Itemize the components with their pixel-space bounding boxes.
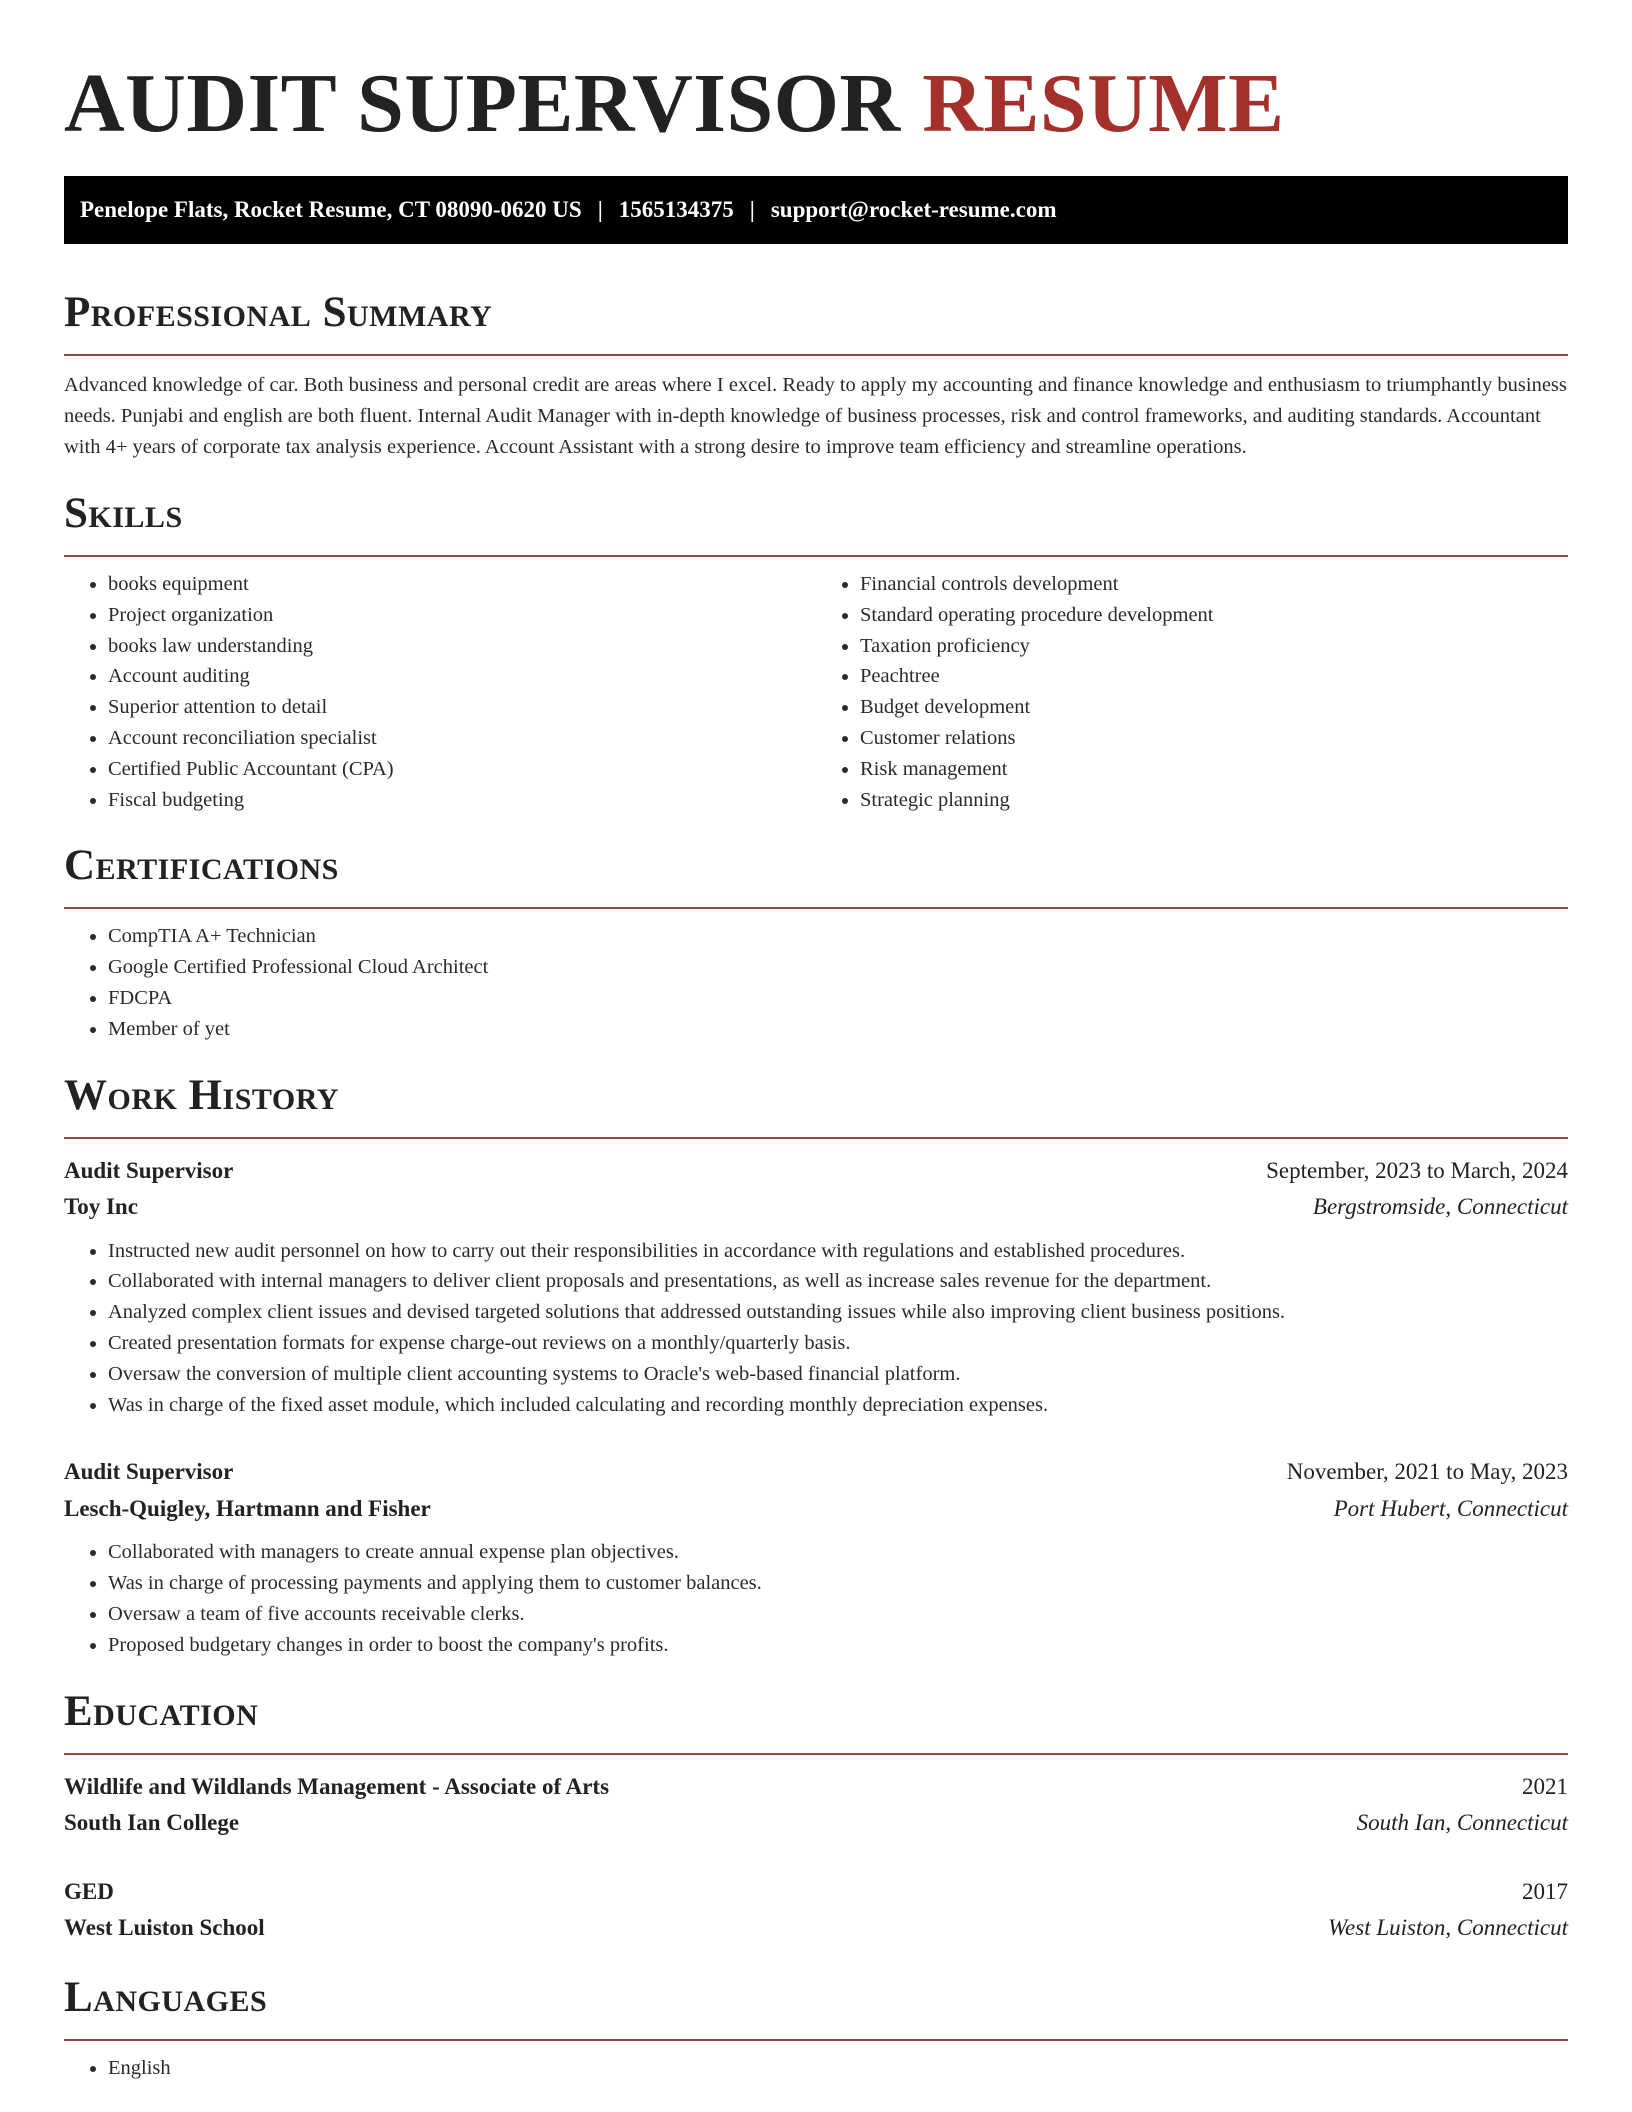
education-entry bbox=[64, 1874, 1568, 1947]
summary-heading: Professional Summary bbox=[64, 288, 1568, 356]
job-bullet: • Oversaw a team of five accounts receivable clerks. bbox=[108, 1599, 1568, 1630]
job-title-row bbox=[64, 1153, 1568, 1190]
job-company-row bbox=[64, 1189, 1568, 1226]
job-location: Bergstromside, Connecticut bbox=[1312, 1194, 1568, 1220]
job-bullet: • Proposed budgetary changes in order to boost the company's profits. bbox=[108, 1630, 1568, 1661]
skills-list-left bbox=[64, 569, 816, 815]
languages-section bbox=[64, 1973, 1568, 2084]
education-degree-row bbox=[64, 1769, 1568, 1806]
summary-section bbox=[64, 288, 1568, 463]
work-history-section bbox=[64, 1071, 1568, 1661]
job-bullet: • Analyzed complex client issues and devised targeted solutions that addressed outstanding issues while also improving client business positions. bbox=[108, 1297, 1568, 1328]
education-year: 2021 bbox=[1522, 1773, 1568, 1799]
education-degree: GED bbox=[64, 1878, 114, 1904]
skill-item: • Superior attention to detail bbox=[108, 692, 816, 723]
job-bullet: • Was in charge of processing payments and applying them to customer balances. bbox=[108, 1568, 1568, 1599]
job-bullet: • Created presentation formats for expense charge-out reviews on a monthly/quarterly basis. bbox=[108, 1328, 1568, 1359]
skill-item: • Budget development bbox=[860, 692, 1568, 723]
certifications-heading: Certifications bbox=[64, 841, 1568, 909]
job-company: Lesch-Quigley, Hartmann and Fisher bbox=[64, 1495, 431, 1521]
job-dates: November, 2021 to May, 2023 bbox=[1286, 1459, 1568, 1485]
job-bullets bbox=[64, 1537, 1568, 1660]
certification-item: • FDCPA bbox=[108, 983, 1568, 1014]
language-item: • English bbox=[108, 2053, 1568, 2084]
title-main: AUDIT SUPERVISOR bbox=[64, 57, 901, 150]
job-bullet: • Collaborated with managers to create annual expense plan objectives. bbox=[108, 1537, 1568, 1568]
skill-item: • Financial controls development bbox=[860, 569, 1568, 600]
languages-list bbox=[64, 2053, 1568, 2084]
certification-item: • Member of yet bbox=[108, 1014, 1568, 1045]
education-school: South Ian College bbox=[64, 1810, 240, 1836]
job-title: Audit Supervisor bbox=[64, 1459, 234, 1485]
skill-item: • Fiscal budgeting bbox=[108, 785, 816, 816]
job-dates: September, 2023 to March, 2024 bbox=[1266, 1157, 1568, 1183]
skill-item: • books law understanding bbox=[108, 631, 816, 662]
job-bullet: • Collaborated with internal managers to deliver client proposals and presentations, as well as increase sales revenue for the department. bbox=[108, 1266, 1568, 1297]
education-year: 2017 bbox=[1522, 1878, 1568, 1904]
skills-list-right bbox=[816, 569, 1568, 815]
education-location: West Luiston, Connecticut bbox=[1327, 1915, 1568, 1941]
summary-text: Advanced knowledge of car. Both business and personal credit are areas where I excel. Ready to apply my accounting and finance knowledge and enthusiasm to triumphantly business needs. Punjabi and english are both fluent. Internal Audit Manager with in-depth knowledge of business processes, risk and control frameworks, and auditing standards. Accountant with 4+ years of corporate tax analysis experience. Account Assistant with a strong desire to improve team efficiency and streamline operations. bbox=[64, 374, 1567, 458]
job-title-row bbox=[64, 1454, 1568, 1491]
job-entry bbox=[64, 1153, 1568, 1421]
education-entry bbox=[64, 1769, 1568, 1842]
education-school: West Luiston School bbox=[64, 1915, 265, 1941]
contact-bar bbox=[64, 176, 1568, 244]
certification-item: • CompTIA A+ Technician bbox=[108, 921, 1568, 952]
skills-section bbox=[64, 489, 1568, 815]
skill-item: • Peachtree bbox=[860, 661, 1568, 692]
skills-columns bbox=[64, 557, 1568, 815]
job-entry bbox=[64, 1454, 1568, 1660]
job-bullet: • Instructed new audit personnel on how to carry out their responsibilities in accordance with regulations and established procedures. bbox=[108, 1236, 1568, 1267]
job-bullets bbox=[64, 1236, 1568, 1421]
contact-separator: | bbox=[597, 197, 603, 222]
skill-item: • Customer relations bbox=[860, 723, 1568, 754]
skill-item: • Taxation proficiency bbox=[860, 631, 1568, 662]
education-section bbox=[64, 1687, 1568, 1947]
education-degree-row bbox=[64, 1874, 1568, 1911]
work-history-heading: Work History bbox=[64, 1071, 1568, 1139]
contact-email: support@rocket-resume.com bbox=[770, 197, 1057, 222]
education-school-row bbox=[64, 1910, 1568, 1947]
education-heading: Education bbox=[64, 1687, 1568, 1755]
education-degree: Wildlife and Wildlands Management - Associate of Arts bbox=[64, 1773, 610, 1799]
contact-phone: 1565134375 bbox=[618, 197, 734, 222]
skills-heading: Skills bbox=[64, 489, 1568, 557]
contact-separator: | bbox=[749, 197, 755, 222]
skill-item: • Account auditing bbox=[108, 661, 816, 692]
skill-item: • Risk management bbox=[860, 754, 1568, 785]
certifications-list bbox=[64, 921, 1568, 1044]
skill-item: • books equipment bbox=[108, 569, 816, 600]
job-company: Toy Inc bbox=[64, 1194, 138, 1220]
certification-item: • Google Certified Professional Cloud Architect bbox=[108, 952, 1568, 983]
title-accent: RESUME bbox=[922, 57, 1285, 150]
skill-item: • Certified Public Accountant (CPA) bbox=[108, 754, 816, 785]
languages-heading: Languages bbox=[64, 1973, 1568, 2041]
skill-item: • Strategic planning bbox=[860, 785, 1568, 816]
certifications-section bbox=[64, 841, 1568, 1044]
skill-item: • Standard operating procedure development bbox=[860, 600, 1568, 631]
job-location: Port Hubert, Connecticut bbox=[1333, 1495, 1568, 1521]
skill-item: • Project organization bbox=[108, 600, 816, 631]
job-title: Audit Supervisor bbox=[64, 1157, 234, 1183]
education-location: South Ian, Connecticut bbox=[1356, 1810, 1568, 1836]
page-title bbox=[64, 0, 1568, 152]
contact-address: Penelope Flats, Rocket Resume, CT 08090-0620 US bbox=[80, 197, 582, 222]
skill-item: • Account reconciliation specialist bbox=[108, 723, 816, 754]
job-bullet: • Was in charge of the fixed asset module, which included calculating and recording monthly depreciation expenses. bbox=[108, 1390, 1568, 1421]
job-company-row bbox=[64, 1491, 1568, 1528]
job-bullet: • Oversaw the conversion of multiple client accounting systems to Oracle's web-based financial platform. bbox=[108, 1359, 1568, 1390]
education-school-row bbox=[64, 1805, 1568, 1842]
